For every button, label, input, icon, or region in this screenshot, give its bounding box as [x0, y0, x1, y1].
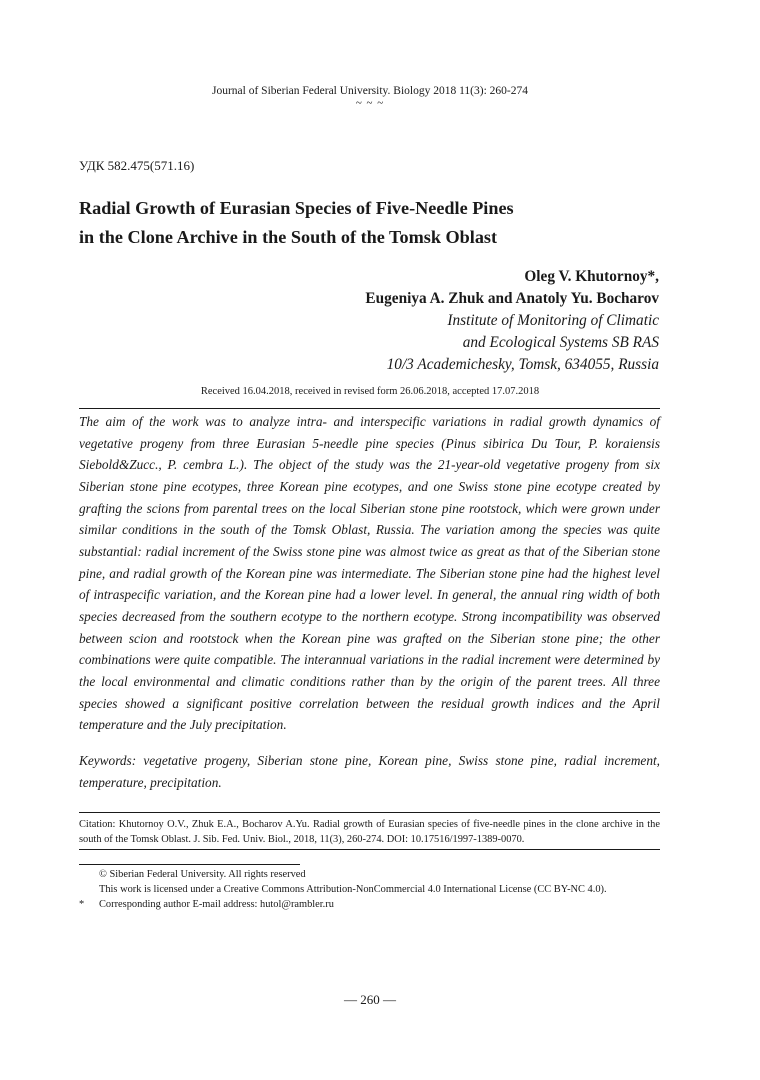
license-text: This work is licensed under a Creative Commons Attribution-NonCommercial 4.0 International License (CC BY-NC 4.0).: [99, 884, 607, 895]
affiliation-line-3: 10/3 Academichesky, Tomsk, 634055, Russia: [386, 356, 659, 373]
header-separator: ~ ~ ~: [355, 97, 385, 109]
corresponding-author: Corresponding author E-mail address: hutol@rambler.ru: [99, 899, 334, 910]
udc-code: УДК 582.475(571.16): [79, 158, 195, 173]
journal-header: [0, 84, 740, 108]
asterisk-mark: *: [79, 899, 85, 910]
copyright-text: © Siberian Federal University. All rights reserved: [99, 869, 306, 880]
authors-block: [365, 266, 659, 376]
title-line-1: Radial Growth of Eurasian Species of Five-Needle Pines: [79, 198, 514, 218]
author-line-1: Oleg V. Khutornoy*,: [524, 268, 659, 285]
footnote-copyright: [79, 867, 679, 882]
citation: Citation: Khutornoy O.V., Zhuk E.A., Bocharov A.Yu. Radial growth of Eurasian species of five-needle pines in the clone archive in the south of the Tomsk Oblast. J. Sib. Fed. Univ. Biol., 2018, 11(3), 260-274. DOI: 10.17516/1997-1389-0070.: [79, 819, 660, 845]
footnote-license: [79, 882, 679, 897]
journal-citation-line: Journal of Siberian Federal University. Biology 2018 11(3): 260-274: [212, 85, 528, 97]
footnotes: [79, 867, 679, 912]
affiliation-line-2: and Ecological Systems SB RAS: [462, 334, 659, 351]
citation-top-rule: [79, 812, 660, 813]
keywords: Keywords: vegetative progeny, Siberian stone pine, Korean pine, Swiss stone pine, radial increment, temperature, precipitation.: [79, 753, 660, 790]
received-dates: Received 16.04.2018, received in revised form 26.06.2018, accepted 17.07.2018: [200, 386, 540, 397]
abstract-top-rule: [79, 408, 660, 409]
citation-bottom-rule: [79, 849, 660, 850]
article-title: [79, 194, 679, 252]
page-number: — 260 —: [344, 992, 396, 1007]
author-line-2: Eugeniya A. Zhuk and Anatoly Yu. Bocharov: [365, 290, 659, 307]
footnote-corresponding: [79, 897, 679, 912]
affiliation-line-1: Institute of Monitoring of Climatic: [447, 312, 659, 329]
title-line-2: in the Clone Archive in the South of the Tomsk Oblast: [79, 227, 498, 247]
abstract: The aim of the work was to analyze intra- and interspecific variations in radial growth dynamics of vegetative progeny from three Eurasian 5-needle pine species (Pinus sibirica Du Tour, P. koraiensis Siebold&Zucc., P. cembra L.). The object of the study was the 21-year-old vegetative progeny from six Siberian stone pine ecotypes, three Korean pine ecotypes, and one Swiss stone pine ecotype created by grafting the scions from parental trees on the local Siberian stone pine rootstock, which were grown under similar conditions in the south of the Tomsk Oblast, Russia. The variation among the species was quite substantial: radial increment of the Swiss stone pine was almost twice as great as that of the Siberian stone pine, and radial growth of the Korean pine was intermediate. The Siberian stone pine had the highest level of intraspecific variation, and the Korean pine had a lower level. In general, the annual ring width of both species decreased from the southern ecotype to the northern ecotype. Strong incompatibility was observed between scion and rootstock when the Korean pine was grafted on the Siberian stone pine; the other combinations were quite compatible. The interannual variations in the radial increment were determined by the local environmental and climatic conditions rather than by the origin of the parent trees. All three species showed a significant positive correlation between the residual growth indices and the April temperature and the July precipitation.: [79, 414, 660, 733]
footnote-rule: [79, 864, 300, 865]
